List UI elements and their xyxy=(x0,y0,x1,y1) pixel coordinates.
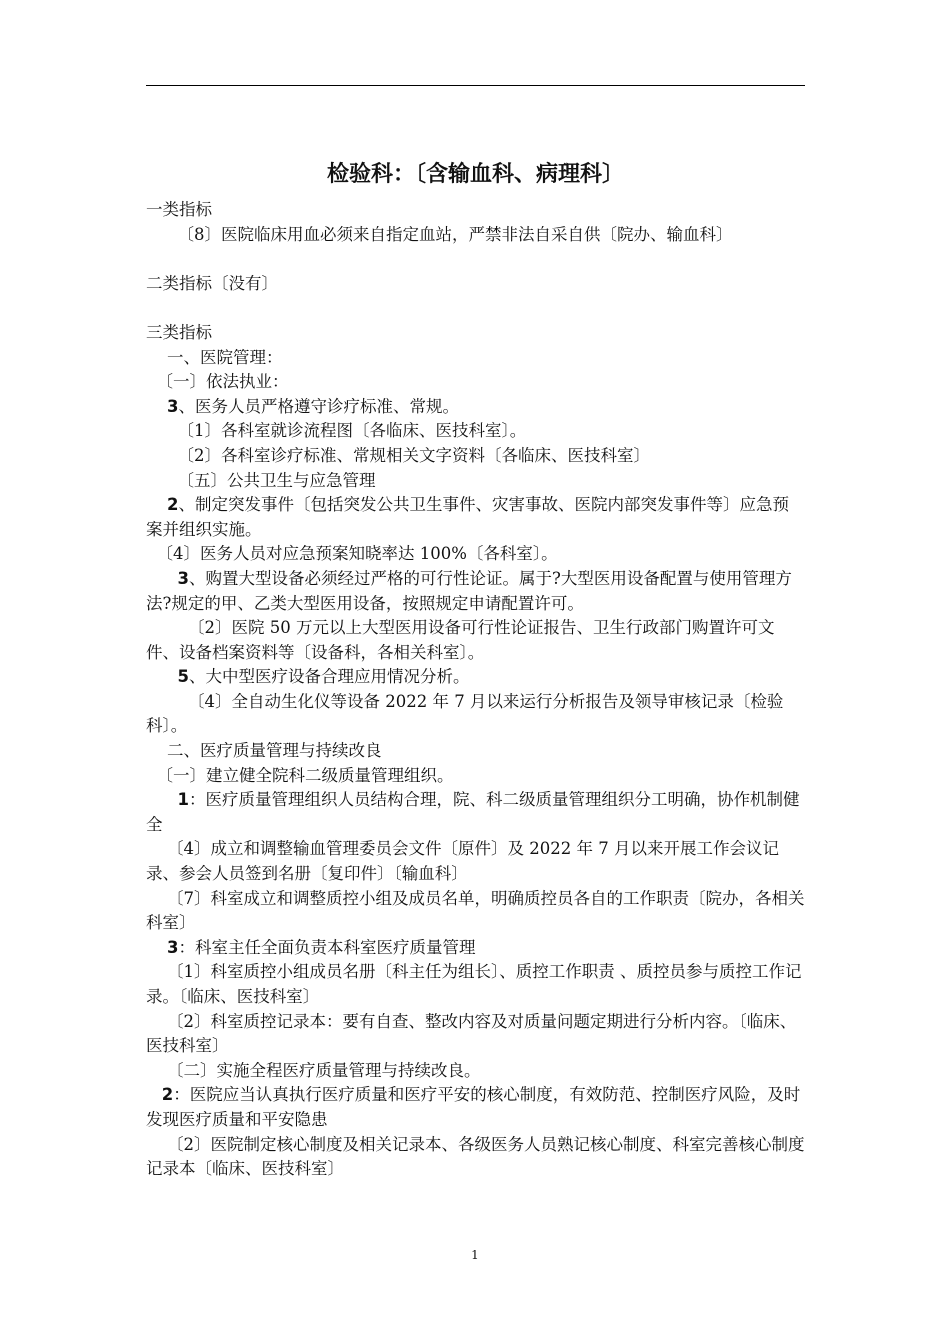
paragraph-indent xyxy=(146,1061,167,1080)
paragraph-indent xyxy=(146,692,188,711)
paragraph-text: 〔2〕各科室诊疗标准、常规相关文字资料〔各临床、医技科室〕 xyxy=(177,445,650,465)
paragraph xyxy=(146,444,805,469)
paragraph xyxy=(146,1133,805,1182)
paragraph-text: 〔2〕医院制定核心制度及相关记录本、各级医务人员熟记核心制度、科室完善核心制度记录本〔临床、医技科室〕 xyxy=(146,1134,805,1179)
paragraph-text: 〔7〕科室成立和调整质控小组及成员名单，明确质控员各自的工作职责〔院办，各相关科室〕 xyxy=(146,888,805,933)
paragraph-text: ：医疗质量管理组织人员结构合理，院、科二级质量管理组织分工明确，协作机制健全 xyxy=(146,790,800,834)
paragraph-indent xyxy=(146,372,157,391)
paragraph-text: ：医院应当认真执行医疗质量和医疗平安的核心制度，有效防范、控制医疗风险，及时发现医疗质量和平安隐患 xyxy=(146,1085,801,1129)
paragraph-text: 〔4〕成立和调整输血管理委员会文件〔原件〕及 2022 年 7 月以来开展工作会议记录、参会人员签到名册〔复印件〕〔输血科〕 xyxy=(146,839,779,884)
paragraph xyxy=(146,272,805,297)
paragraph xyxy=(146,1083,805,1132)
paragraph-text: 一、医院管理： xyxy=(166,347,283,367)
paragraph xyxy=(146,370,805,395)
paragraph-text: 三类指标 xyxy=(146,322,212,342)
item-number: 3 xyxy=(177,568,189,588)
paragraph xyxy=(146,936,805,961)
document-body xyxy=(146,198,805,1182)
paragraph-text: 、购置大型设备必须经过严格的可行性论证。属于?大型医用设备配置与使用管理方法?规定的甲、乙类大型医用设备，按照规定申请配置许可。 xyxy=(146,568,792,613)
paragraph-indent xyxy=(146,348,167,367)
paragraph-text: 〔1〕各科室就诊流程图〔各临床、医技科室〕。 xyxy=(177,421,527,441)
paragraph-indent xyxy=(146,495,167,514)
paragraph xyxy=(146,542,805,567)
paragraph-indent xyxy=(146,225,177,244)
paragraph-text: 、制定突发事件〔包括突发公共卫生事件、灾害事故、医院内部突发事件等〕应急预案并组织实施。 xyxy=(146,495,789,539)
paragraph xyxy=(146,887,805,936)
paragraph-text: 二、医疗质量管理与持续改良 xyxy=(166,741,382,761)
header-rule xyxy=(146,85,805,86)
paragraph xyxy=(146,567,805,616)
paragraph-indent xyxy=(146,1012,167,1031)
paragraph-indent xyxy=(146,471,177,490)
paragraph-indent xyxy=(146,397,167,416)
paragraph-indent xyxy=(146,741,167,760)
item-number: 1 xyxy=(177,790,189,810)
paragraph-gap xyxy=(146,247,805,272)
paragraph xyxy=(146,690,805,739)
paragraph-gap xyxy=(146,296,805,321)
paragraph xyxy=(146,198,805,223)
paragraph xyxy=(146,739,805,764)
document-title: 检验科：〔含输血科、病理科〕 xyxy=(326,162,624,187)
paragraph xyxy=(146,469,805,494)
paragraph xyxy=(146,665,805,690)
paragraph xyxy=(146,493,805,542)
paragraph xyxy=(146,346,805,371)
paragraph-indent xyxy=(146,446,177,465)
item-number: 3 xyxy=(166,937,179,957)
paragraph xyxy=(146,764,805,789)
paragraph-indent xyxy=(146,618,188,637)
paragraph-indent xyxy=(146,1085,162,1104)
paragraph-text: 、大中型医疗设备合理应用情况分析。 xyxy=(188,667,470,687)
paragraph xyxy=(146,419,805,444)
paragraph-indent xyxy=(146,938,167,957)
paragraph xyxy=(146,960,805,1009)
paragraph xyxy=(146,837,805,886)
paragraph-text: 〔一〕建立健全院科二级质量管理组织。 xyxy=(156,765,454,785)
paragraph-text: 〔4〕全自动生化仪等设备 2022 年 7 月以来运行分析报告及领导审核记录〔检验科〕。 xyxy=(146,691,784,736)
paragraph-indent xyxy=(146,569,177,588)
paragraph-indent xyxy=(146,667,177,686)
paragraph-indent xyxy=(146,544,157,563)
item-number: 2 xyxy=(166,495,179,515)
paragraph-text: 一类指标 xyxy=(146,200,212,219)
paragraph-indent xyxy=(146,421,177,440)
paragraph xyxy=(146,1010,805,1059)
paragraph-text: 〔二〕实施全程医疗质量管理与持续改良。 xyxy=(166,1060,481,1080)
paragraph-text: 〔五〕公共卫生与应急管理 xyxy=(177,470,376,490)
paragraph xyxy=(146,223,805,248)
paragraph xyxy=(146,788,805,837)
paragraph-text: 〔4〕医务人员对应急预案知晓率达 100%〔各科室〕。 xyxy=(156,544,558,564)
paragraph-indent xyxy=(146,790,177,809)
paragraph-indent xyxy=(146,839,167,858)
paragraph-text: 、医务人员严格遵守诊疗标准、常规。 xyxy=(178,396,459,416)
paragraph-text: 二类指标〔没有〕 xyxy=(146,273,278,293)
paragraph-text: 〔8〕医院临床用血必须来自指定血站，严禁非法自采自供〔院办、输血科〕 xyxy=(177,224,733,244)
paragraph-indent xyxy=(146,1135,167,1154)
paragraph-text: ：科室主任全面负责本科室医疗质量管理 xyxy=(178,937,476,957)
page-number: 1 xyxy=(471,1248,479,1262)
paragraph-text: 〔一〕依法执业： xyxy=(156,372,289,392)
item-number: 3 xyxy=(166,396,179,416)
paragraph-indent xyxy=(146,766,157,785)
paragraph-text: 〔2〕医院 50 万元以上大型医用设备可行性论证报告、卫生行政部门购置许可文件、设备档案资料等〔设备科，各相关科室〕。 xyxy=(146,618,775,662)
paragraph xyxy=(146,395,805,420)
paragraph-indent xyxy=(146,962,167,981)
paragraph-text: 〔1〕科室质控小组成员名册〔科主任为组长〕、质控工作职责 、质控员参与质控工作记录。〔临床、医技科室〕 xyxy=(146,962,802,1006)
paragraph-indent xyxy=(146,889,167,908)
paragraph xyxy=(146,1059,805,1084)
paragraph xyxy=(146,321,805,346)
item-number: 2 xyxy=(161,1085,174,1105)
paragraph-text: 〔2〕科室质控记录本：要有自查、整改内容及对质量问题定期进行分析内容。〔临床、医技科室〕 xyxy=(146,1011,797,1056)
item-number: 5 xyxy=(177,667,189,687)
paragraph xyxy=(146,616,805,665)
